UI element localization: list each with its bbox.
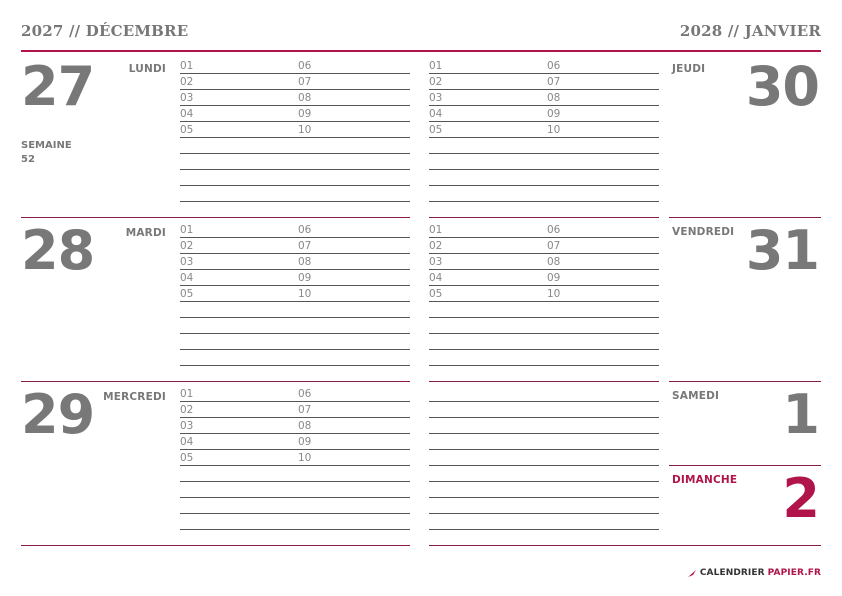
hour-label: 09 [547,108,561,120]
note-lines [429,386,659,530]
hour-label: 05 [180,288,194,300]
hour-label: 05 [429,124,443,136]
day-name: LUNDI [128,63,166,75]
note-line[interactable] [180,170,410,186]
note-line[interactable] [429,186,659,202]
note-line[interactable] [180,186,410,202]
hour-row[interactable] [180,58,410,74]
brand-part2: PAPIER.FR [767,568,821,578]
hour-label: 08 [298,420,312,432]
hour-label: 06 [298,224,312,236]
hour-label: 10 [298,124,312,136]
day-separator [669,381,821,382]
day-separator [21,545,410,546]
hour-label: 10 [547,288,561,300]
hour-label: 08 [298,256,312,268]
day-number: 30 [745,55,819,118]
hour-row[interactable] [180,434,410,450]
hour-row[interactable] [180,270,410,286]
note-line[interactable] [180,318,410,334]
note-line[interactable] [429,482,659,498]
hour-label: 07 [298,240,312,252]
day-name: DIMANCHE [672,474,738,486]
hour-label: 02 [429,240,443,252]
hour-row[interactable] [180,74,410,90]
hour-row[interactable] [429,122,659,138]
hour-label: 08 [298,92,312,104]
day-separator [669,465,821,466]
feather-icon [687,569,697,578]
hour-label: 02 [180,76,194,88]
week-label: SEMAINE [21,140,72,151]
day-separator [669,217,821,218]
note-line[interactable] [429,498,659,514]
note-line[interactable] [180,498,410,514]
hour-label: 04 [180,272,194,284]
note-line[interactable] [429,450,659,466]
hour-row[interactable] [180,450,410,466]
day-separator [429,381,659,382]
hour-row[interactable] [180,286,410,302]
note-line[interactable] [429,170,659,186]
hour-label: 09 [298,436,312,448]
header-left-title: 2027 // DÉCEMBRE [21,22,189,40]
hour-label: 03 [429,256,443,268]
hour-row[interactable] [429,90,659,106]
hour-grid [180,222,410,302]
note-line[interactable] [429,434,659,450]
hour-row[interactable] [429,106,659,122]
hour-label: 05 [180,124,194,136]
hour-row[interactable] [180,254,410,270]
hour-label: 01 [429,60,443,72]
hour-label: 10 [298,288,312,300]
hour-grid [429,222,659,302]
day-number: 29 [21,383,95,446]
note-line[interactable] [180,138,410,154]
hour-row[interactable] [429,254,659,270]
day-name: JEUDI [672,63,706,75]
day-name: VENDREDI [672,226,735,238]
note-lines [429,138,659,202]
note-line[interactable] [429,402,659,418]
hour-row[interactable] [180,238,410,254]
hour-label: 01 [180,224,194,236]
hour-label: 06 [298,388,312,400]
hour-label: 03 [429,92,443,104]
hour-label: 04 [429,108,443,120]
note-line[interactable] [180,482,410,498]
hour-row[interactable] [180,222,410,238]
hour-label: 01 [180,388,194,400]
day-number: 2 [782,467,819,530]
day-separator [21,217,410,218]
hour-row[interactable] [180,90,410,106]
hour-label: 07 [547,240,561,252]
header-right-title: 2028 // JANVIER [679,22,821,40]
note-lines [180,466,410,530]
note-line[interactable] [429,514,659,530]
week-number: 52 [21,154,35,165]
hour-row[interactable] [429,286,659,302]
hour-label: 07 [298,76,312,88]
hour-label: 09 [547,272,561,284]
note-line[interactable] [429,334,659,350]
hour-label: 06 [547,60,561,72]
brand-part1: CALENDRIER [699,568,765,578]
day-name: MARDI [125,227,166,239]
day-number: 1 [782,383,819,446]
hour-label: 05 [180,452,194,464]
hour-row[interactable] [429,238,659,254]
day-separator [429,217,659,218]
hour-label: 09 [298,108,312,120]
hour-label: 09 [298,272,312,284]
note-line[interactable] [429,466,659,482]
hour-label: 07 [298,404,312,416]
note-line[interactable] [180,466,410,482]
hour-label: 01 [180,60,194,72]
hour-grid [429,58,659,138]
day-separator [21,381,410,382]
day-name: MERCREDI [103,391,166,403]
hour-label: 03 [180,256,194,268]
hour-row[interactable] [429,58,659,74]
hour-row[interactable] [180,106,410,122]
note-lines [180,138,410,202]
day-number: 27 [21,55,95,118]
hour-label: 01 [429,224,443,236]
hour-row[interactable] [180,418,410,434]
note-line[interactable] [429,138,659,154]
note-line[interactable] [180,154,410,170]
hour-label: 08 [547,92,561,104]
hour-label: 04 [429,272,443,284]
header-rule [21,50,821,52]
hour-row[interactable] [180,402,410,418]
hour-row[interactable] [180,386,410,402]
hour-grid [180,58,410,138]
day-separator [429,545,821,546]
note-line[interactable] [429,418,659,434]
hour-row[interactable] [180,122,410,138]
hour-label: 02 [180,404,194,416]
day-number: 31 [745,219,819,282]
hour-label: 10 [547,124,561,136]
hour-label: 07 [547,76,561,88]
hour-row[interactable] [429,270,659,286]
hour-label: 06 [298,60,312,72]
hour-row[interactable] [429,222,659,238]
note-line[interactable] [429,350,659,366]
hour-grid [180,386,410,466]
hour-label: 03 [180,420,194,432]
note-lines [429,302,659,366]
note-line[interactable] [429,386,659,402]
hour-label: 02 [429,76,443,88]
note-line[interactable] [180,350,410,366]
note-line[interactable] [180,302,410,318]
hour-label: 04 [180,108,194,120]
note-lines [180,302,410,366]
day-number: 28 [21,219,95,282]
day-name: SAMEDI [672,390,720,402]
note-line[interactable] [429,154,659,170]
note-line[interactable] [180,514,410,530]
hour-label: 06 [547,224,561,236]
hour-label: 03 [180,92,194,104]
hour-label: 08 [547,256,561,268]
hour-row[interactable] [429,74,659,90]
brand-logo[interactable] [687,568,821,578]
note-line[interactable] [429,318,659,334]
hour-label: 02 [180,240,194,252]
hour-label: 05 [429,288,443,300]
note-line[interactable] [180,334,410,350]
note-line[interactable] [429,302,659,318]
hour-label: 10 [298,452,312,464]
hour-label: 04 [180,436,194,448]
